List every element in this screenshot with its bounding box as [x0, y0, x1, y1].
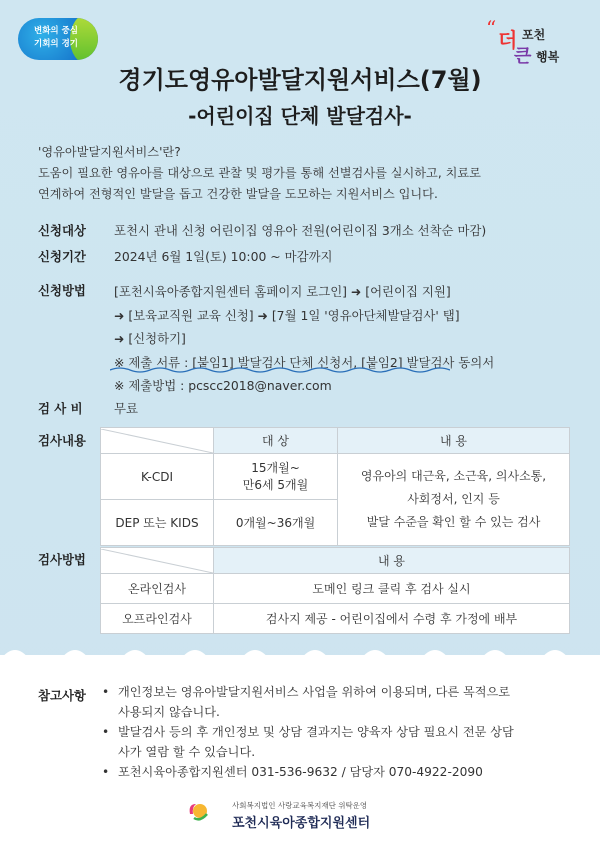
- target-label: 신청대상: [38, 223, 86, 238]
- method-label: 신청방법: [38, 283, 86, 298]
- header-content: 내 용: [214, 548, 570, 574]
- fee-value: 무료: [114, 401, 138, 416]
- badge-line2: 기회의 경기: [33, 39, 78, 49]
- period-label: 신청기간: [38, 249, 86, 264]
- method-name: 오프라인검사: [101, 604, 214, 634]
- page-subtitle: -어린이집 단체 발달검사-: [188, 104, 412, 128]
- method-table-label: 검사방법: [38, 552, 86, 567]
- test-target-line: 15개월~: [251, 460, 300, 475]
- test-content-line: 발달 수준을 확인 할 수 있는 검사: [366, 515, 541, 529]
- intro-line: 연계하여 전형적인 발달을 돕고 건강한 발달을 도모하는 지원서비스 입니다.: [38, 187, 438, 201]
- diagonal-line: [101, 549, 213, 573]
- content-table: [100, 427, 570, 546]
- method-step: ※ 제출 서류 : [붙임1] 발달검사 단체 신청서, [붙임2] 발달검사 동의서: [114, 354, 495, 370]
- list-item: [100, 762, 578, 782]
- method-step: ➜ [신청하기]: [114, 331, 186, 346]
- wavy-underline-decoration: [110, 366, 450, 374]
- table-row: [101, 604, 570, 634]
- note-line: 포천시육아종합지원센터 031-536-9632 / 담당자 070-4922-2090: [118, 765, 483, 779]
- notes-list: [100, 682, 578, 782]
- method-content: 도메인 링크 클릭 후 검사 실시: [214, 574, 570, 604]
- bullet-icon: •: [102, 725, 110, 739]
- badge-line1: 변화의 중심: [33, 26, 78, 36]
- bullet-icon: •: [102, 765, 110, 779]
- test-content-line: 사회정서, 인지 등: [407, 492, 500, 506]
- diagonal-line: [101, 429, 213, 453]
- footer-operator: 사회복지법인 사랑교육복지재단 위탁운영: [232, 801, 368, 810]
- intro-line: '영유아발달지원서비스'란?: [38, 145, 181, 159]
- content-table-label: 검사내용: [38, 433, 86, 448]
- method-table: [100, 547, 570, 634]
- header-content: 내 용: [338, 428, 570, 454]
- method-content: 검사지 제공 - 어린이집에서 수령 후 가정에 배부: [214, 604, 570, 634]
- test-name: K-CDI: [101, 454, 214, 500]
- intro-paragraph: [38, 142, 578, 205]
- method-steps: [114, 280, 494, 398]
- test-name: DEP 또는 KIDS: [101, 500, 214, 546]
- page-title: 경기도영유아발달지원서비스(7월): [118, 66, 482, 94]
- note-line: 발달검사 등의 후 개인정보 및 상담 결과지는 양육자 상담 필요시 전문 상담: [118, 725, 514, 739]
- table-row: [101, 574, 570, 604]
- test-target: [214, 454, 338, 500]
- note-line: 사용되지 않습니다.: [118, 705, 220, 719]
- period-value: 2024년 6월 1일(토) 10:00 ~ 마감까지: [114, 249, 333, 264]
- bullet-icon: •: [102, 685, 110, 699]
- method-step: ➜ [보육교직원 교육 신청] ➜ [7월 1일 '영유아단체발달검사' 탭]: [114, 307, 460, 323]
- slogan-keun: 큰: [514, 46, 532, 67]
- pocheon-slogan-logo: [486, 18, 578, 66]
- target-value: 포천시 관내 신청 어린이집 영유아 전원(어린이집 3개소 선착순 마감): [114, 223, 487, 238]
- list-item: [100, 722, 578, 762]
- slogan-pocheon: 포천: [522, 28, 546, 42]
- header-target: 대 상: [214, 428, 338, 454]
- table-corner-cell: [101, 548, 214, 574]
- slogan-haengbok: 행복: [536, 50, 560, 64]
- table-corner-cell: [101, 428, 214, 454]
- gyeonggi-badge-logo: [18, 18, 98, 60]
- slogan-quote-mark: “: [486, 16, 497, 40]
- intro-line: 도움이 필요한 영유아를 대상으로 관찰 및 평가를 통해 선별검사를 실시하고, 치료로: [38, 166, 481, 180]
- fee-label: 검 사 비: [38, 401, 83, 416]
- slogan-deo: 더: [498, 28, 518, 52]
- test-target: 0개월~36개월: [214, 500, 338, 546]
- center-logo-icon: [186, 798, 210, 822]
- test-target-line: 만6세 5개월: [242, 477, 309, 492]
- badge-text: [26, 25, 86, 51]
- list-item: [100, 682, 578, 722]
- notes-label: 참고사항: [38, 688, 86, 703]
- test-content: [338, 454, 570, 546]
- table-row: [101, 454, 570, 500]
- test-content-line: 영유아의 대근육, 소근육, 의사소통,: [360, 469, 547, 483]
- method-step: [포천시육아종합지원센터 홈페이지 로그인] ➜ [어린이집 지원]: [114, 284, 451, 299]
- footer-center-name: 포천시육아종합지원센터: [232, 816, 371, 831]
- note-line: 개인정보는 영유아발달지원서비스 사업을 위하여 이용되며, 다른 목적으로: [118, 685, 511, 699]
- method-name: 온라인검사: [101, 574, 214, 604]
- method-step: ※ 제출방법 : pcscc2018@naver.com: [114, 378, 332, 393]
- note-line: 사가 열람 할 수 있습니다.: [118, 745, 256, 759]
